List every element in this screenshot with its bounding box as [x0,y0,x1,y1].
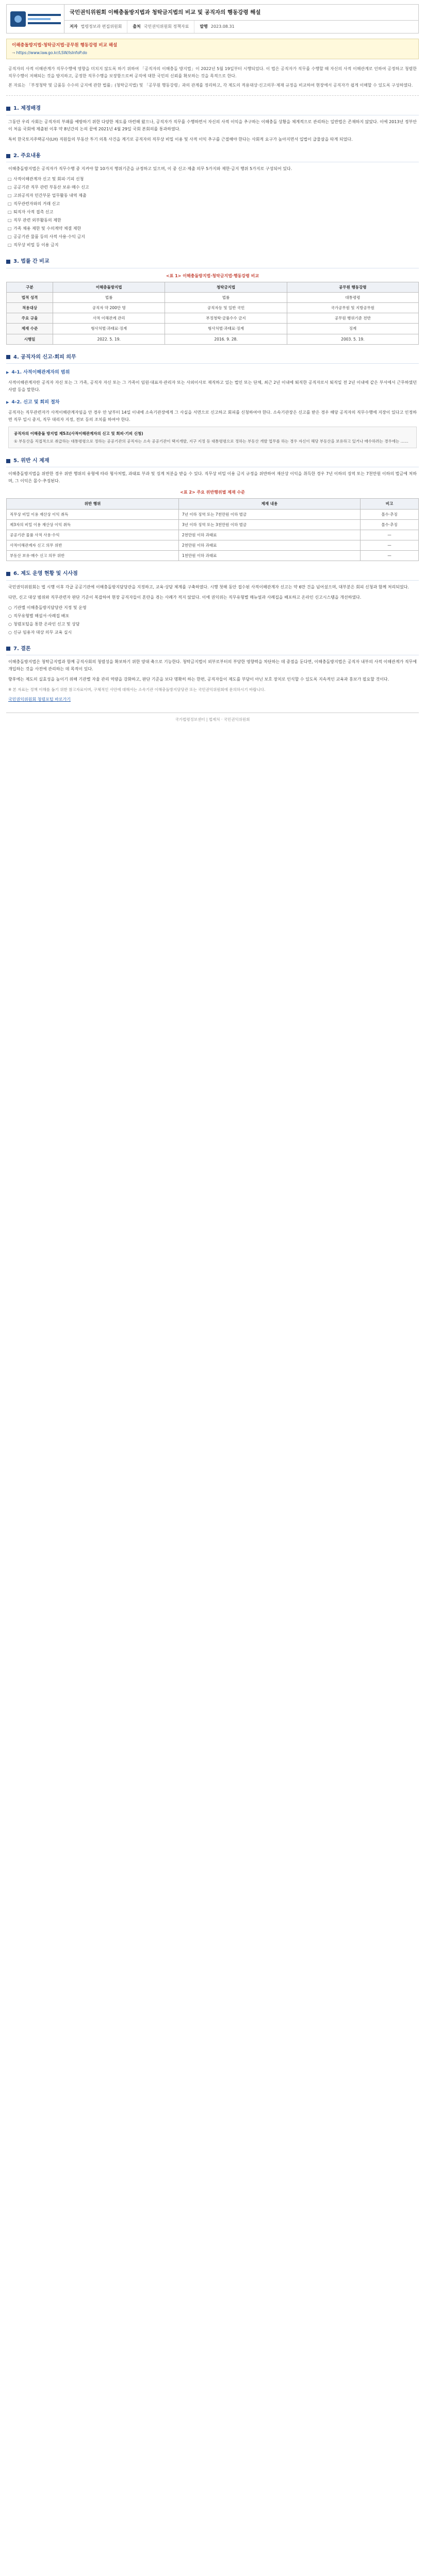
table-cell: 몰수·추징 [361,509,419,519]
comparison-table [6,282,419,345]
subsection-heading: ▶ 4-2. 신고 및 회피 절차 [6,399,419,407]
meta-date: 발행 2023.08.31 [200,24,235,29]
table-row [7,519,419,530]
table-row [7,313,419,324]
paragraph: 특히 한국토지주택공사(LH) 직원들의 부동산 투기 의혹 사건을 계기로 공직자의 직무상 비밀 이용 및 사적 이익 추구를 근절해야 한다는 사회적 요구가 높아지면서 입법이 급물살을 타게 되었다. [8,137,353,142]
list-item: □ 퇴직자 사적 접촉 신고 [13,209,417,216]
column-header: 구분 [7,282,53,292]
abstract [6,63,419,96]
row-header: 제재 수준 [7,324,53,334]
square-bullet-icon [6,647,10,651]
table-row [7,334,419,344]
sanction-table [6,498,419,561]
document-title: 국민권익위원회 이해충돌방지법과 청탁금지법의 비교 및 공직자의 행동강령 해설 [64,5,418,21]
abstract-paragraph: 본 자료는 「부정청탁 및 금품등 수수의 금지에 관한 법률」(청탁금지법) 및 「공무원 행동강령」과의 관계를 정리하고, 각 제도의 적용대상·신고의무·제재 규정을 비교하여 현장에서 공직자가 쉽게 이해할 수 있도록 구성하였다. [8,83,413,88]
table-cell: 형사처벌·과태료·징계 [53,324,165,334]
table-cell: 몰수·추징 [361,519,419,530]
list-item: ○ 신규 임용자 대상 의무 교육 실시 [13,629,417,636]
section-heading: 1. 제정배경 [6,104,419,115]
column-header: 이해충돌방지법 [53,282,165,292]
table-cell: 공직자등 및 일반 국민 [165,303,287,313]
list-item: ○ 기관별 이해충돌방지담당관 지정 및 운영 [13,604,417,612]
duty-list [6,176,419,249]
square-bullet-icon [6,459,10,463]
table-cell: 사적 이해관계 관리 [53,313,165,324]
logo-icon[interactable] [10,10,61,28]
table-row [7,530,419,540]
square-bullet-icon [6,107,10,111]
section-heading: 4. 공직자의 신고·회피 의무 [6,353,419,364]
paragraph: 그동안 우리 사회는 공직자의 부패를 예방하기 위한 다양한 제도를 마련해 왔으나, 공직자가 직무를 수행하면서 자신의 사적 이익을 추구하는 이해충돌 상황을 체계적으로 관리하는 일반법은 존재하지 않았다. 이에 2013년 정부안이 처음 국회에 제출된 이후 약 8년간의 논의 끝에 2021년 4월 29일 국회 본회의를 통과하였다. [8,119,417,131]
section-heading: 5. 위반 시 제재 [6,456,419,468]
disclaimer-note: ※ 본 자료는 정책 이해를 돕기 위한 참고자료이며, 구체적인 사안에 대해서는 소속기관 이해충돌방지담당관 또는 국민권익위원회에 문의하시기 바랍니다. [8,687,266,692]
table-cell: 2천만원 이하 과태료 [178,540,360,550]
list-item: □ 사적이해관계자 신고 및 회피·기피 신청 [13,176,417,183]
paragraph: 향후에는 제도의 실효성을 높이기 위해 기관별 자율 관리 역량을 강화하고, 판단 기준을 보다 명확히 하는 한편, 공직자들이 제도를 부담이 아닌 보호 장치로 인식할 수 있도록 지속적인 교육과 홍보가 필요할 것이다. [8,677,389,682]
portal-link[interactable]: 국민권익위원회 청렴포털 바로가기 [8,697,71,702]
document-header [6,4,419,33]
table-row [7,324,419,334]
square-bullet-icon [6,355,10,359]
table-cell: 공무원 행위기준 전반 [287,313,418,324]
table-cell: 대통령령 [287,293,418,303]
table-cell: 직무상 비밀 이용 재산상 이익 취득 [7,509,179,519]
table-cell: 공직자 약 200만 명 [53,303,165,313]
row-header: 적용대상 [7,303,53,313]
table-cell: 공공기관 물품 사적 사용·수익 [7,530,179,540]
table-cell: 2016. 9. 28. [165,334,287,344]
abstract-paragraph: 공직자의 사적 이해관계가 직무수행에 영향을 미치지 않도록 하기 위하여 「공직자의 이해충돌 방지법」이 2022년 5월 19일부터 시행되었다. 이 법은 공직자가 직무를 수행할 때 자신의 사적 이해관계로 인하여 공정하고 청렴한 직무수행이 저해되는 것을 방지하고, 공정한 직무수행을 보장함으로써 공직에 대한 국민의 신뢰를 확보하는 것을 목적으로 한다. [8,66,417,79]
citation-link[interactable]: → https://www.law.go.kr/LSW/lsInfoP.do [12,49,413,56]
column-header: 위반 행위 [7,499,179,509]
table-cell: 2022. 5. 19. [53,334,165,344]
table-header-row [7,499,419,509]
square-bullet-icon [6,260,10,264]
logo-cell [7,5,64,33]
paragraph: 다만, 신고 대상 범위와 직무관련자 판단 기준이 복잡하여 현장 공직자들이 혼란을 겪는 사례가 적지 않았다. 이에 권익위는 직무유형별 매뉴얼과 사례집을 배포하고 온라인 신고시스템을 개선하였다. [8,595,362,600]
row-header: 법적 성격 [7,293,53,303]
list-item: ○ 직무유형별 해설서·사례집 배포 [13,613,417,620]
meta-source: 출처 국민권익위원회 정책자료 [127,21,194,33]
section-heading: 2. 주요내용 [6,151,419,163]
table-cell: 징계 [287,324,418,334]
table-row [7,293,419,303]
square-bullet-icon [6,572,10,576]
list-item: □ 직무상 비밀 등 이용 금지 [13,242,417,249]
row-header: 시행일 [7,334,53,344]
list-item: □ 공공기관 물품 등의 사적 사용·수익 금지 [13,233,417,241]
column-header: 비고 [361,499,419,509]
column-header: 제재 내용 [178,499,360,509]
paragraph: 이해충돌방지법을 위반한 경우 위반 행위의 유형에 따라 형사처벌, 과태료 부과 및 징계 처분을 받을 수 있다. 직무상 비밀 이용 금지 규정을 위반하여 재산상 이익을 취득한 경우 7년 이하의 징역 또는 7천만원 이하의 벌금에 처하며, 그 이익은 몰수·추징된다. [8,471,417,484]
meta-row [64,21,418,33]
law-title: 공직자의 이해충돌 방지법 제5조(사적이해관계자의 신고 및 회피·기피 신청) [14,431,143,436]
paragraph: 국민권익위원회는 법 시행 이후 각급 공공기관에 이해충돌방지담당관을 지정하고, 교육·상담 체계를 구축하였다. 시행 첫해 동안 접수된 사적이해관계자 신고는 약 6만 건을 넘어섰으며, 대부분은 회피 신청과 함께 처리되었다. [8,584,409,589]
list-item: ○ 청렴포털을 통한 온라인 신고 및 상담 [13,621,417,628]
section-heading: 7. 결론 [6,645,419,656]
paragraph: 공직자는 직무관련자가 사적이해관계자임을 안 경우 안 날부터 14일 이내에 소속기관장에게 그 사실을 서면으로 신고하고 회피를 신청하여야 한다. 소속기관장은 신고를 받은 경우 해당 공직자의 직무수행에 지장이 있다고 인정하면 직무 일시 중지, 직무 대리자 지정, 전보 등의 조치를 하여야 한다. [8,410,417,422]
table-cell: 부동산 보유·매수 신고 의무 위반 [7,551,179,561]
list-item: □ 고위공직자 민간부문 업무활동 내역 제출 [13,192,417,199]
table-caption: <표 1> 이해충돌방지법·청탁금지법·행동강령 비교 [166,273,259,278]
table-cell: 7년 이하 징역 또는 7천만원 이하 벌금 [178,509,360,519]
column-header: 공무원 행동강령 [287,282,418,292]
measure-list [6,604,419,636]
table-caption: <표 2> 주요 위반행위별 제재 수준 [180,490,245,495]
paragraph: 사적이해관계자란 공직자 자신 또는 그 가족, 공직자 자신 또는 그 가족이 임원·대표자·관리자 또는 사외이사로 재직하고 있는 법인 또는 단체, 최근 2년 이내에 퇴직한 공직자로서 퇴직일 전 2년 이내에 같은 부서에서 근무하였던 사람 등을 말한다. [8,380,417,392]
table-cell: 부정청탁·금품수수 금지 [165,313,287,324]
subsection-heading: ▶ 4-1. 사적이해관계자의 범위 [6,369,419,377]
table-cell: 형사처벌·과태료·징계 [165,324,287,334]
table-cell: 법률 [53,293,165,303]
list-item: □ 직무관련자와의 거래 신고 [13,200,417,208]
footer: 국가법령정보센터 | 법제처 · 국민권익위원회 [6,713,419,723]
table-cell: 1천만원 이하 과태료 [178,551,360,561]
column-header: 청탁금지법 [165,282,287,292]
document-page [0,0,425,738]
law-excerpt-box [8,427,417,448]
table-cell: 사적이해관계자 신고 의무 위반 [7,540,179,550]
section-heading: 3. 법률 간 비교 [6,257,419,268]
table-row [7,303,419,313]
header-info [64,5,418,33]
citation-title: 이해충돌방지법·청탁금지법·공무원 행동강령 비교 해설 [12,43,118,48]
table-cell: 국가공무원 및 지방공무원 [287,303,418,313]
law-text: ① 부동산을 직접적으로 취급하는 대통령령으로 정하는 공공기관의 공직자는 소속 공공기관이 택지개발, 지구 지정 등 대통령령으로 정하는 부동산 개발 업무를 하는 경우 자신이 해당 부동산을 보유하고 있거나 매수하려는 경우에는 …… [14,438,408,444]
row-header: 주요 규율 [7,313,53,324]
list-item: □ 가족 채용 제한 및 수의계약 체결 제한 [13,225,417,232]
table-cell: — [361,540,419,550]
table-cell: — [361,551,419,561]
table-row [7,551,419,561]
table-row [7,540,419,550]
square-bullet-icon [6,154,10,158]
table-cell: 제3자의 비밀 이용 재산상 이익 취득 [7,519,179,530]
table-row [7,509,419,519]
citation-box [6,39,419,59]
section-heading: 6. 제도 운영 현황 및 시사점 [6,569,419,581]
table-cell: — [361,530,419,540]
paragraph: 이해충돌방지법은 공직자가 직무수행 중 지켜야 할 10가지 행위기준을 규정하고 있으며, 이 중 신고·제출 의무 5가지와 제한·금지 행위 5가지로 구성되어 있다. [8,166,292,172]
list-item: □ 공공기관 직무 관련 부동산 보유·매수 신고 [13,184,417,191]
table-header-row [7,282,419,292]
table-cell: 법률 [165,293,287,303]
table-cell: 2003. 5. 19. [287,334,418,344]
paragraph: 이해충돌방지법은 청탁금지법과 함께 공직사회의 청렴성을 확보하기 위한 양대 축으로 기능한다. 청탁금지법이 외부로부터의 부당한 영향력을 차단하는 데 중점을 둔다면, 이해충돌방지법은 공직자 내부의 사적 이해관계가 직무에 개입하는 것을 사전에 관리하는 데 목적이 있다. [8,659,417,672]
meta-author: 저자 법령정보과 편집위원회 [64,21,127,33]
table-cell: 3년 이하 징역 또는 3천만원 이하 벌금 [178,519,360,530]
table-cell: 2천만원 이하 과태료 [178,530,360,540]
list-item: □ 직무 관련 외부활동의 제한 [13,217,417,224]
